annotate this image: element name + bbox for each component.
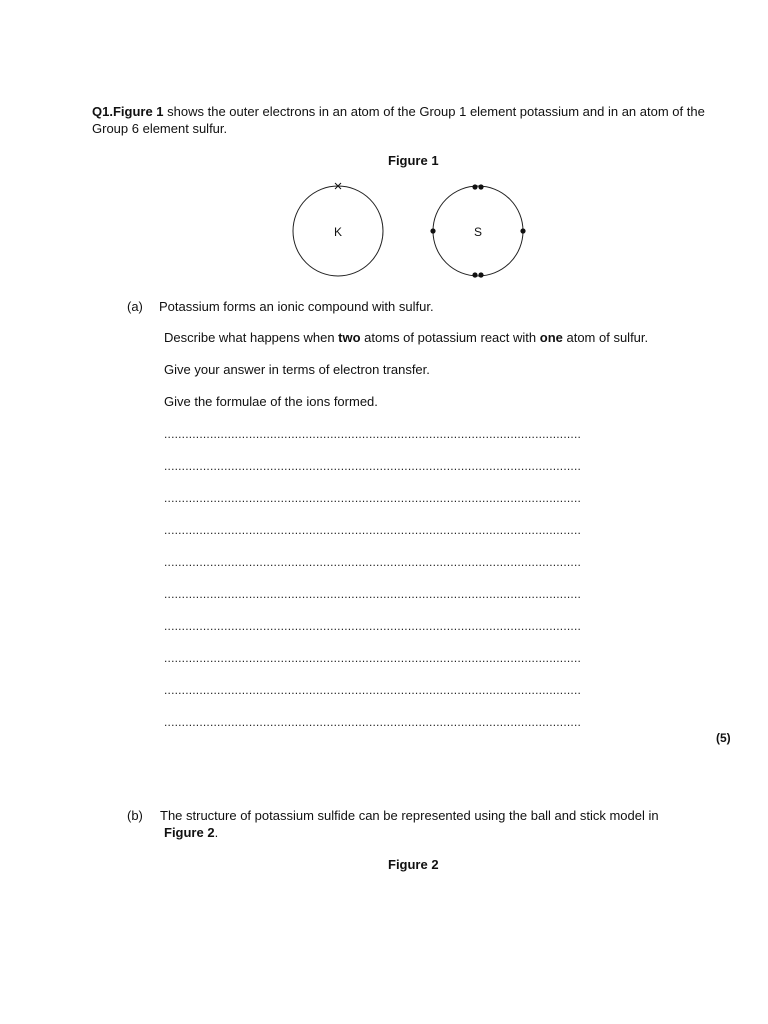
describe-two: two	[338, 330, 361, 345]
answer-line-4[interactable]: ......................................................................................................................	[164, 523, 582, 537]
answer-line-8[interactable]: ......................................................................................................................	[164, 651, 582, 665]
s-electron-top-2	[478, 184, 483, 189]
part-b-label: (b)	[127, 808, 143, 823]
question-number: Q1.	[92, 104, 113, 119]
figure-2-ref: Figure 2	[164, 825, 215, 840]
figure-1-title: Figure 1	[388, 153, 439, 168]
answer-line-6[interactable]: ......................................................................................................................	[164, 587, 582, 601]
s-electron-right	[520, 228, 525, 233]
part-a-line4: Give the formulae of the ions formed.	[164, 394, 378, 409]
intro-text: shows the outer electrons in an atom of the Group 1 element potassium and in an atom of the Group 6 element sulfur.	[92, 104, 705, 136]
part-b-text: The structure of potassium sulfide can be represented using the ball and stick model in	[160, 808, 659, 823]
answer-line-3[interactable]: ......................................................................................................................	[164, 491, 582, 505]
answer-line-10[interactable]: ......................................................................................................................	[164, 715, 582, 729]
s-electron-left	[430, 228, 435, 233]
part-a-line3: Give your answer in terms of electron transfer.	[164, 362, 430, 377]
answer-line-9[interactable]: ......................................................................................................................	[164, 683, 582, 697]
s-electron-bottom-2	[478, 272, 483, 277]
part-a-line1: Potassium forms an ionic compound with sulfur.	[159, 299, 434, 314]
answer-line-7[interactable]: ......................................................................................................................	[164, 619, 582, 633]
k-symbol: K	[333, 225, 343, 239]
figure-2-title: Figure 2	[388, 857, 439, 872]
figure-ref-period: .	[214, 825, 219, 840]
s-electron-bottom-1	[472, 272, 477, 277]
s-symbol: S	[473, 225, 483, 239]
part-a-label: (a)	[127, 299, 143, 314]
part-a-marks: (5)	[716, 731, 731, 745]
s-electron-top-1	[472, 184, 477, 189]
question-intro	[92, 103, 732, 137]
answer-line-1[interactable]: ......................................................................................................................	[164, 427, 582, 441]
part-b-figure-ref	[164, 825, 218, 840]
figure-ref-1: Figure 1	[112, 104, 164, 119]
answer-line-5[interactable]: ......................................................................................................................	[164, 555, 582, 569]
describe-pre: Describe what happens when	[164, 330, 339, 345]
part-a-describe	[164, 330, 648, 345]
describe-mid: atoms of potassium react with	[360, 330, 540, 345]
describe-post: atom of sulfur.	[562, 330, 649, 345]
atom-diagram	[285, 178, 535, 282]
describe-one: one	[539, 330, 563, 345]
answer-line-2[interactable]: ......................................................................................................................	[164, 459, 582, 473]
